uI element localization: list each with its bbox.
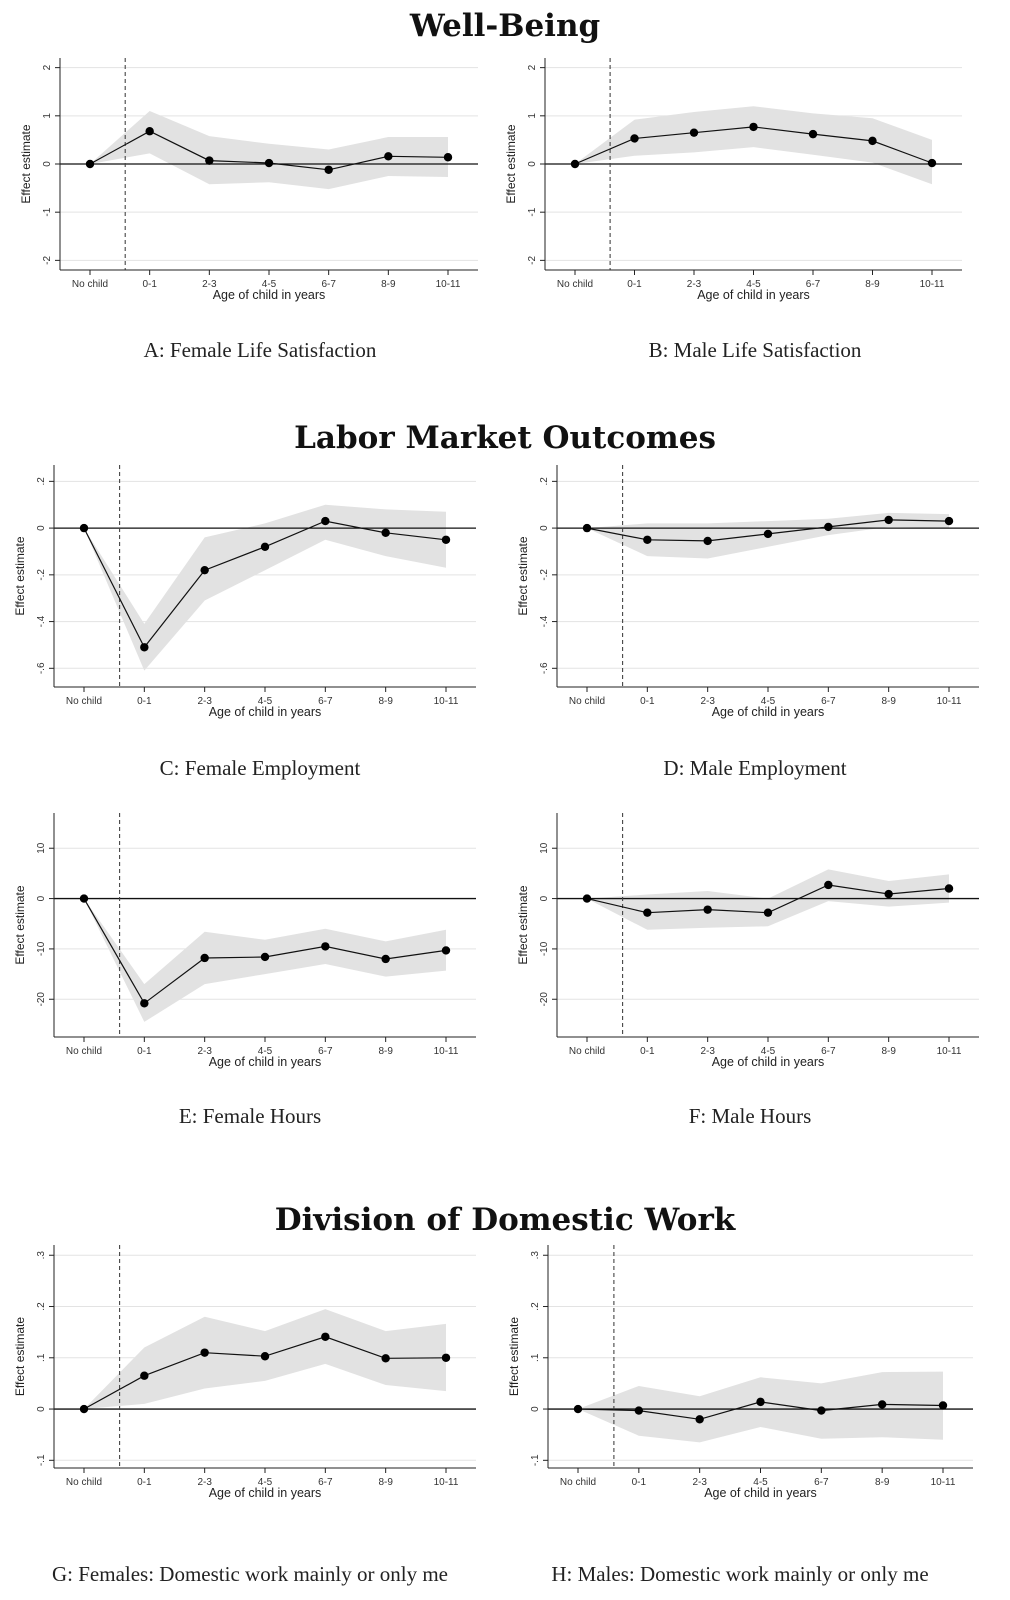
y-tick-label: 1 xyxy=(527,113,538,119)
x-tick-label: 2-3 xyxy=(202,279,217,290)
y-tick-label: .3 xyxy=(530,1251,541,1260)
data-point xyxy=(140,999,148,1007)
data-point xyxy=(80,1405,88,1413)
chart-panel-b xyxy=(504,58,962,302)
x-tick-label: 0-1 xyxy=(137,696,152,707)
caption-panel-c: C: Female Employment xyxy=(159,756,361,780)
x-tick-label: 0-1 xyxy=(142,279,157,290)
data-point xyxy=(749,123,757,131)
data-point xyxy=(140,1372,148,1380)
confidence-band xyxy=(587,869,949,929)
caption-panel-a: A: Female Life Satisfaction xyxy=(143,338,377,362)
data-point xyxy=(868,137,876,145)
data-point xyxy=(690,128,698,136)
x-axis-title: Age of child in years xyxy=(711,1055,825,1069)
x-tick-label: 2-3 xyxy=(700,1046,715,1057)
x-tick-label: 6-7 xyxy=(318,696,333,707)
x-tick-label: No child xyxy=(568,696,606,707)
data-point xyxy=(384,152,392,160)
data-point xyxy=(324,166,332,174)
x-tick-label: 8-9 xyxy=(874,1477,890,1488)
x-tick-label: 6-7 xyxy=(321,279,336,290)
y-tick-label: -.2 xyxy=(539,568,550,581)
x-axis-title: Age of child in years xyxy=(711,705,825,719)
data-point xyxy=(261,1352,269,1360)
y-tick-label: -.1 xyxy=(36,1454,47,1467)
data-point xyxy=(571,160,579,168)
y-tick-label: -.4 xyxy=(36,615,47,628)
data-point xyxy=(703,905,711,913)
y-tick-label: 2 xyxy=(42,64,53,71)
x-axis-title: Age of child in years xyxy=(697,288,810,302)
data-point xyxy=(80,524,88,532)
confidence-band xyxy=(575,106,932,184)
y-tick-label: 2 xyxy=(527,64,538,71)
data-point xyxy=(928,159,936,167)
data-point xyxy=(695,1415,703,1423)
section-title-well-being: Well-Being xyxy=(409,8,601,44)
y-tick-label: -1 xyxy=(42,207,53,217)
caption-panel-h: H: Males: Domestic work mainly or only me xyxy=(551,1562,929,1586)
y-tick-label: -.2 xyxy=(36,568,47,581)
x-tick-label: 0-1 xyxy=(631,1477,647,1488)
x-tick-label: 6-7 xyxy=(821,1046,836,1057)
x-tick-label: 4-5 xyxy=(257,696,273,707)
x-axis-title: Age of child in years xyxy=(208,1055,322,1069)
x-tick-label: 0-1 xyxy=(627,279,642,290)
y-tick-label: -.6 xyxy=(36,662,47,675)
section-title-domestic-work: Division of Domestic Work xyxy=(274,1202,736,1238)
x-tick-label: 2-3 xyxy=(197,1477,212,1488)
y-tick-label: .2 xyxy=(530,1302,541,1311)
y-axis-title: Effect estimate xyxy=(507,1316,521,1397)
data-point xyxy=(442,1354,450,1362)
data-point xyxy=(939,1401,947,1409)
data-point xyxy=(442,946,450,954)
x-tick-label: 4-5 xyxy=(760,696,776,707)
x-tick-label: 2-3 xyxy=(197,1046,212,1057)
x-axis-title: Age of child in years xyxy=(212,288,326,302)
x-axis-title: Age of child in years xyxy=(208,705,322,719)
data-point xyxy=(442,536,450,544)
x-tick-label: 6-7 xyxy=(814,1477,829,1488)
data-point xyxy=(80,894,88,902)
caption-panel-d: D: Male Employment xyxy=(663,756,847,780)
x-tick-label: No child xyxy=(65,1046,103,1057)
y-tick-label: -10 xyxy=(36,941,47,957)
caption-panel-f: F: Male Hours xyxy=(688,1104,812,1128)
y-tick-label: -.1 xyxy=(530,1454,541,1467)
y-tick-label: -10 xyxy=(539,941,550,957)
y-tick-label: .3 xyxy=(36,1251,47,1260)
chart-panel-a xyxy=(19,58,478,302)
x-tick-label: 8-9 xyxy=(378,1477,393,1488)
y-tick-label: -2 xyxy=(527,255,538,265)
x-tick-label: No child xyxy=(556,279,594,290)
data-point xyxy=(261,953,269,961)
y-tick-label: .1 xyxy=(530,1353,541,1362)
data-point xyxy=(140,643,148,651)
caption-panel-b: B: Male Life Satisfaction xyxy=(648,338,862,362)
x-tick-label: 4-5 xyxy=(760,1046,776,1057)
y-tick-label: .2 xyxy=(36,1302,47,1311)
data-point xyxy=(86,160,94,168)
x-tick-label: 8-9 xyxy=(378,696,393,707)
data-point xyxy=(643,908,651,916)
data-point xyxy=(884,516,892,524)
x-tick-label: 10-11 xyxy=(919,279,945,290)
data-point xyxy=(261,543,269,551)
x-tick-label: 4-5 xyxy=(261,279,277,290)
y-tick-label: -.6 xyxy=(539,662,550,675)
y-tick-label: 0 xyxy=(36,1406,47,1412)
y-tick-label: 0 xyxy=(539,895,550,902)
data-point xyxy=(756,1398,764,1406)
x-tick-label: 10-11 xyxy=(433,1477,459,1488)
x-tick-label: 2-3 xyxy=(686,279,702,290)
x-tick-label: 2-3 xyxy=(700,696,715,707)
x-tick-label: 10-11 xyxy=(435,279,461,290)
section-title-labor-market: Labor Market Outcomes xyxy=(294,420,716,456)
data-point xyxy=(635,1406,643,1414)
x-tick-label: 4-5 xyxy=(257,1477,273,1488)
x-tick-label: 4-5 xyxy=(753,1477,768,1488)
y-tick-label: 10 xyxy=(36,842,47,854)
chart-panel-e xyxy=(13,813,476,1069)
x-tick-label: 6-7 xyxy=(821,696,836,707)
data-point xyxy=(824,523,832,531)
y-tick-label: 0 xyxy=(36,895,47,902)
y-axis-title: Effect estimate xyxy=(516,536,530,616)
data-point xyxy=(145,127,153,135)
x-axis-title: Age of child in years xyxy=(208,1486,322,1500)
chart-panel-h xyxy=(507,1245,973,1500)
y-tick-label: -20 xyxy=(36,992,47,1007)
y-tick-label: 0 xyxy=(530,1406,541,1412)
data-point xyxy=(265,159,273,167)
data-point xyxy=(574,1405,582,1413)
caption-panel-g: G: Females: Domestic work mainly or only me xyxy=(51,1562,449,1586)
x-tick-label: No child xyxy=(65,696,103,707)
x-tick-label: 8-9 xyxy=(881,696,896,707)
chart-panel-d xyxy=(516,465,979,719)
y-tick-label: -1 xyxy=(527,207,538,217)
caption-panel-e: E: Female Hours xyxy=(178,1104,322,1128)
x-tick-label: 8-9 xyxy=(381,279,396,290)
data-point xyxy=(321,942,329,950)
data-point xyxy=(703,537,711,545)
data-point xyxy=(824,881,832,889)
x-tick-label: 6-7 xyxy=(805,279,821,290)
y-axis-title: Effect estimate xyxy=(13,1316,27,1397)
data-point xyxy=(809,130,817,138)
y-axis-title: Effect estimate xyxy=(19,124,33,204)
y-tick-label: 0 xyxy=(527,161,538,167)
confidence-band xyxy=(90,111,448,189)
x-tick-label: 6-7 xyxy=(318,1477,333,1488)
data-point xyxy=(764,908,772,916)
y-axis-title: Effect estimate xyxy=(13,536,27,616)
x-tick-label: No child xyxy=(559,1477,597,1488)
x-tick-label: 0-1 xyxy=(640,696,655,707)
y-tick-label: -2 xyxy=(42,255,53,265)
y-axis-title: Effect estimate xyxy=(516,885,530,965)
y-tick-label: 0 xyxy=(539,525,550,531)
data-point xyxy=(381,955,389,963)
x-tick-label: 2-3 xyxy=(197,696,212,707)
x-tick-label: 0-1 xyxy=(137,1477,152,1488)
x-tick-label: 10-11 xyxy=(433,1046,459,1057)
x-tick-label: 8-9 xyxy=(378,1046,393,1057)
x-tick-label: No child xyxy=(568,1046,606,1057)
y-tick-label: .2 xyxy=(36,477,47,486)
x-tick-label: 10-11 xyxy=(936,1046,962,1057)
data-point xyxy=(817,1406,825,1414)
x-tick-label: 8-9 xyxy=(865,279,880,290)
chart-panel-c xyxy=(13,465,476,719)
x-tick-label: 6-7 xyxy=(318,1046,333,1057)
data-point xyxy=(583,524,591,532)
data-point xyxy=(583,894,591,902)
data-point xyxy=(200,566,208,574)
x-tick-label: 10-11 xyxy=(433,696,459,707)
x-tick-label: No child xyxy=(71,279,109,290)
x-tick-label: 8-9 xyxy=(881,1046,896,1057)
y-axis-title: Effect estimate xyxy=(13,885,27,965)
x-tick-label: 2-3 xyxy=(692,1477,707,1488)
y-tick-label: -.4 xyxy=(539,615,550,628)
y-tick-label: 10 xyxy=(539,842,550,854)
x-tick-label: 0-1 xyxy=(640,1046,655,1057)
data-point xyxy=(630,134,638,142)
chart-panel-g xyxy=(13,1245,476,1500)
x-tick-label: 10-11 xyxy=(930,1477,956,1488)
y-tick-label: 0 xyxy=(36,525,47,531)
y-tick-label: .1 xyxy=(36,1353,47,1362)
x-tick-label: 10-11 xyxy=(936,696,962,707)
confidence-band xyxy=(578,1372,943,1443)
data-point xyxy=(884,890,892,898)
data-point xyxy=(764,530,772,538)
x-tick-label: 0-1 xyxy=(137,1046,152,1057)
y-axis-title: Effect estimate xyxy=(504,124,518,204)
x-tick-label: 4-5 xyxy=(746,279,761,290)
x-axis-title: Age of child in years xyxy=(704,1486,817,1500)
y-tick-label: .2 xyxy=(539,477,550,486)
x-tick-label: 4-5 xyxy=(257,1046,273,1057)
x-tick-label: No child xyxy=(65,1477,103,1488)
data-point xyxy=(945,884,953,892)
data-point xyxy=(945,517,953,525)
data-point xyxy=(381,1354,389,1362)
data-point xyxy=(205,156,213,164)
data-point xyxy=(643,536,651,544)
data-point xyxy=(444,153,452,161)
y-tick-label: 0 xyxy=(42,161,53,167)
data-point xyxy=(200,954,208,962)
confidence-band xyxy=(84,505,446,671)
y-tick-label: -20 xyxy=(539,992,550,1007)
data-point xyxy=(321,517,329,525)
y-tick-label: 1 xyxy=(42,113,53,119)
chart-panel-f xyxy=(516,813,979,1069)
data-point xyxy=(321,1333,329,1341)
data-point xyxy=(878,1400,886,1408)
data-point xyxy=(200,1348,208,1356)
data-point xyxy=(381,529,389,537)
